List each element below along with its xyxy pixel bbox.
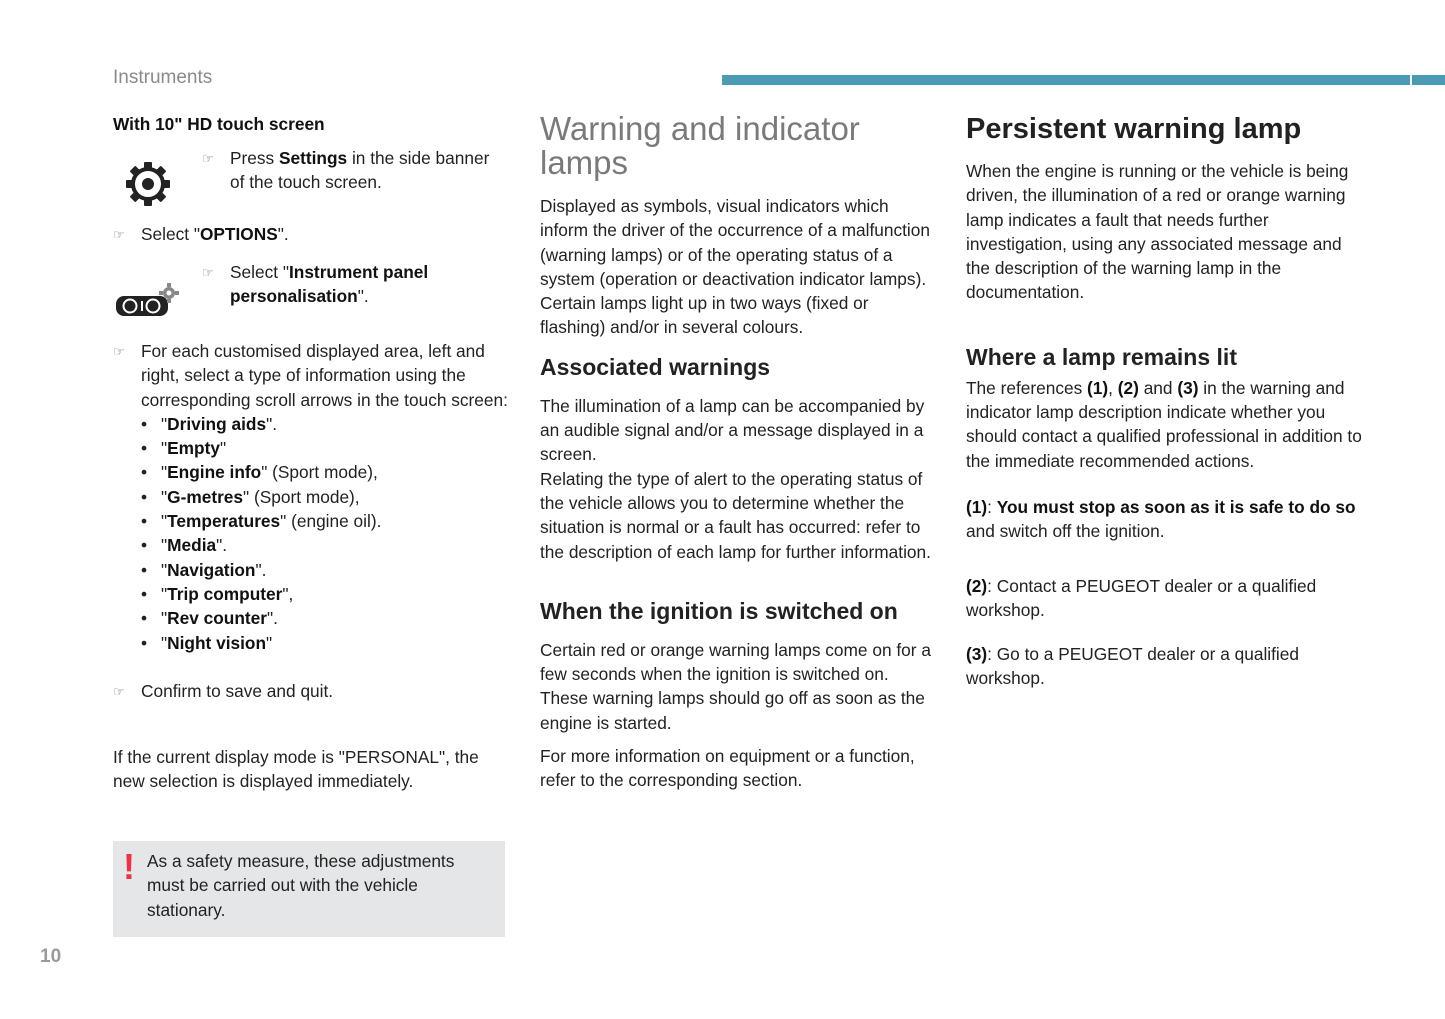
subtitle: With 10" HD touch screen — [113, 114, 325, 134]
section-title: Instruments — [113, 67, 213, 88]
instrument-panel-icon — [113, 281, 183, 321]
personal-mode-note: If the current display mode is "PERSONAL", the new selection is displayed immediately. — [113, 747, 479, 792]
persistent-intro: When the engine is running or the vehicle is being driven, the illumination of a red or orange warning lamp indicates a fault that needs further investigation, using any associated message and the description of the warning lamp in the documentation. — [966, 161, 1349, 303]
pointing-hand-icon: ☞ — [202, 265, 214, 280]
step-select-options: ☞ Select "OPTIONS". — [113, 222, 503, 246]
heading-associated-warnings: Associated warnings — [540, 353, 771, 380]
list-item: • "Rev counter". — [141, 606, 508, 630]
list-item: • "G-metres" (Sport mode), — [141, 485, 508, 509]
step-customise-areas: ☞ For each customised displayed area, left and right, select a type of information using the corresponding scroll arrows in the touch screen: • "Driving aids". • "Empty" • "Engine info" (Sport mode), • "G-metres" (Sport mode), • "Temperatures" (engine oil). • "Media". • "Navigation". • "Trip computer", • "Rev counter". • "Night vision" — [113, 339, 508, 655]
safety-warning-text: As a safety measure, these adjustments must be carried out with the vehicle stationary. — [147, 851, 455, 920]
list-item: • "Temperatures" (engine oil). — [141, 509, 508, 533]
list-item: • "Night vision" — [141, 631, 508, 655]
more-info-paragraph: For more information on equipment or a function, refer to the corresponding section. — [540, 746, 915, 791]
reference-2: (2): Contact a PEUGEOT dealer or a qualified workshop. — [966, 575, 1317, 620]
list-item: • "Engine info" (Sport mode), — [141, 460, 508, 484]
pointing-hand-icon: ☞ — [113, 227, 125, 242]
page-title: Warning and indicator lamps — [540, 110, 860, 181]
display-options-list — [141, 412, 508, 655]
list-item: • "Media". — [141, 533, 508, 557]
list-item: • "Empty" — [141, 436, 508, 460]
step-select-instrument-panel: ☞ Select "Instrument panel personalisation". — [202, 262, 429, 307]
intro-paragraph: Displayed as symbols, visual indicators which inform the driver of the occurrence of a malfunction (warning lamps) or of the operating status of a system (operation or deactivation indicator lamps). Certain lamps light up in two ways (fixed or flashing) and/or in several colours. — [540, 196, 930, 338]
column-left — [113, 112, 508, 146]
pointing-hand-icon: ☞ — [202, 151, 214, 166]
step-press-settings: ☞ Press Settings in the side banner of the touch screen. — [202, 148, 490, 193]
reference-3: (3): Go to a PEUGEOT dealer or a qualified workshop. — [966, 644, 1299, 689]
column-right — [966, 112, 1366, 691]
exclamation-icon: ! — [123, 846, 135, 887]
step-confirm: ☞ Confirm to save and quit. — [113, 679, 503, 703]
associated-paragraph-2: Relating the type of alert to the operating status of the vehicle allows you to determine whether the situation is normal or a fault has occurred: refer to the description of each lamp for further information. — [540, 468, 931, 562]
column-middle — [540, 112, 935, 793]
reference-1: (1): You must stop as soon as it is safe to do so and switch off the ignition. — [966, 496, 1356, 542]
header-accent-bar-end — [1412, 75, 1445, 85]
safety-warning-box — [113, 841, 505, 937]
associated-paragraph-1: The illumination of a lamp can be accompanied by an audible signal and/or a message displayed in a screen. — [540, 395, 925, 465]
ignition-paragraph: Certain red or orange warning lamps come on for a few seconds when the ignition is switched on. These warning lamps should go off as soon as the engine is started. — [540, 639, 931, 733]
heading-persistent-lamp: Persistent warning lamp — [966, 113, 1302, 145]
list-item: • "Trip computer", — [141, 582, 508, 606]
list-item: • "Navigation". — [141, 558, 508, 582]
heading-ignition: When the ignition is switched on — [540, 597, 898, 624]
settings-gear-icon — [125, 161, 171, 207]
list-item: • "Driving aids". — [141, 412, 508, 436]
references-paragraph: The references (1), (2) and (3) in the warning and indicator lamp description indicate whether you should contact a qualified professional in addition to the immediate recommended actions. — [966, 377, 1362, 471]
page-number: 10 — [40, 946, 62, 967]
pointing-hand-icon: ☞ — [113, 684, 125, 699]
heading-lamp-remains-lit: Where a lamp remains lit — [966, 343, 1237, 370]
pointing-hand-icon: ☞ — [113, 344, 125, 359]
header-accent-bar — [722, 75, 1410, 85]
